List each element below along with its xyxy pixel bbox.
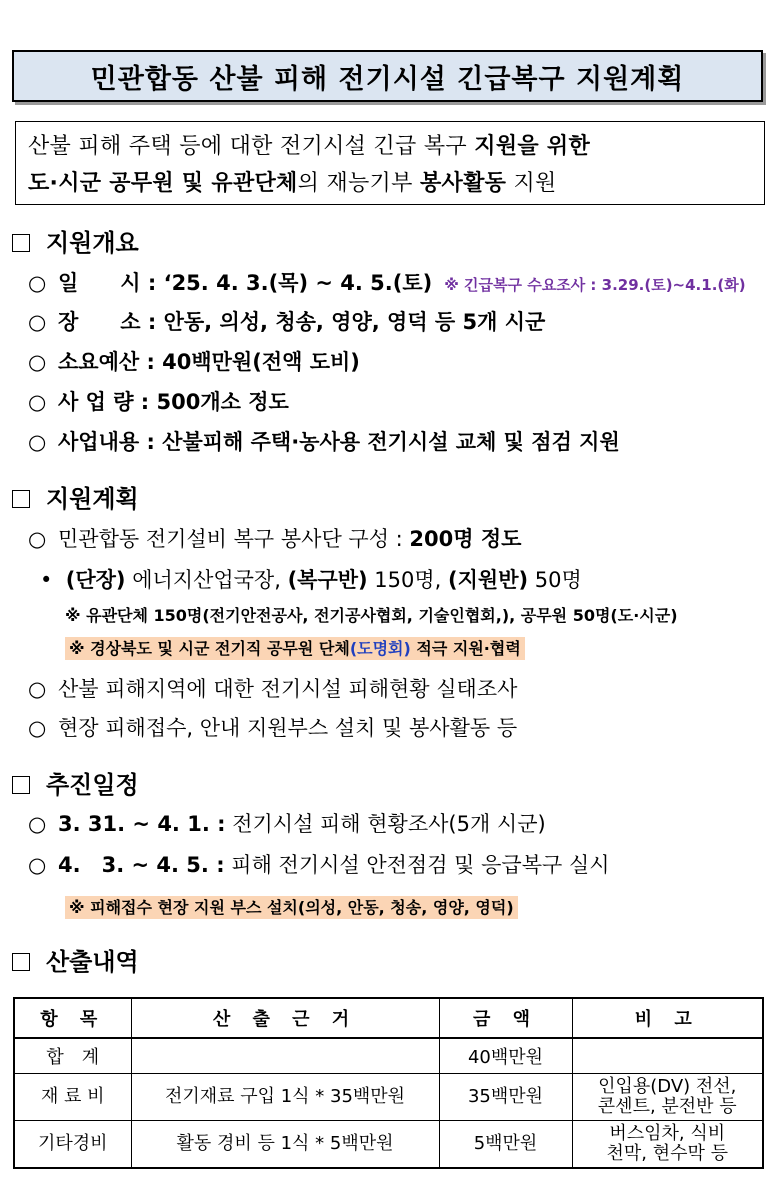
- square-bullet-icon: [12, 490, 30, 508]
- square-bullet-icon: [12, 776, 30, 794]
- value: 산불피해 주택·농사용 전기시설 교체 및 점검 지원: [162, 430, 620, 454]
- square-bullet-icon: [12, 953, 30, 971]
- intro-text: 의 재능기부: [297, 171, 420, 196]
- text: 적극 지원·협력: [410, 639, 521, 658]
- plan-item-2: [28, 672, 517, 706]
- text: 민관합동 전기설비 복구 봉사단 구성 :: [58, 527, 410, 551]
- circle-bullet-icon: ○: [28, 677, 47, 701]
- overview-content: [28, 425, 620, 459]
- cell-basis: 전기재료 구입 1식 * 35백만원: [131, 1074, 439, 1121]
- cell-amount: 5백만원: [439, 1121, 572, 1169]
- intro-line-2: [28, 165, 764, 202]
- plan-note-1: ※ 유관단체 150명(전기안전공사, 전기공사협회, 기술인협회,), 공무원 50명(도·시군): [65, 606, 678, 625]
- label: 사업내용 :: [58, 430, 155, 454]
- section-calc: [12, 945, 139, 979]
- cell-amount: 40백만원: [439, 1038, 572, 1074]
- value: 40백만원(전액 도비): [162, 350, 360, 374]
- text: 산불 피해지역에 대한 전기시설 피해현황 실태조사: [58, 677, 518, 701]
- section-title: 지원개요: [46, 229, 139, 257]
- header-item: 항 목: [14, 998, 131, 1038]
- intro-bold: 지원을 위한: [474, 134, 591, 159]
- plan-note-2: [65, 634, 525, 664]
- section-title: 산출내역: [46, 948, 139, 976]
- overview-volume: [28, 385, 289, 419]
- cell-basis: [131, 1038, 439, 1074]
- label: 소요예산 :: [58, 350, 155, 374]
- survey-note: ※ 긴급복구 수요조사 : 3.29.(토)~4.1.(화): [444, 276, 746, 294]
- text: 50명: [528, 568, 582, 592]
- header-amount: 금 액: [439, 998, 572, 1038]
- cell-remarks: 버스임차, 식비 천막, 현수막 등: [572, 1121, 763, 1169]
- plan-item-3: [28, 711, 517, 745]
- intro-bold: 도·시군 공무원 및 유관단체: [28, 171, 298, 196]
- overview-budget: [28, 345, 360, 379]
- intro-line-1: [28, 128, 764, 165]
- table-header-row: [14, 998, 763, 1038]
- plan-sub-item: [40, 563, 582, 597]
- intro-box: [15, 121, 765, 205]
- highlight: [65, 637, 525, 660]
- section-title: 지원계획: [46, 485, 139, 513]
- bold-text: (지원반): [448, 568, 529, 592]
- table-row: [14, 1074, 763, 1121]
- header-remarks: 비 고: [572, 998, 763, 1038]
- section-title: 추진일정: [46, 771, 139, 799]
- section-plan: [12, 482, 139, 516]
- cell-item: 재 료 비: [14, 1074, 131, 1121]
- header-basis: 산 출 근 거: [131, 998, 439, 1038]
- table-row: [14, 1121, 763, 1169]
- schedule-note: [65, 893, 518, 923]
- text: 150명,: [367, 568, 449, 592]
- cell-basis: 활동 경비 등 1식 * 5백만원: [131, 1121, 439, 1169]
- cell-amount: 35백만원: [439, 1074, 572, 1121]
- cell-item: 합 계: [14, 1038, 131, 1074]
- circle-bullet-icon: ○: [28, 716, 47, 740]
- calc-table: [13, 997, 764, 1169]
- value: 안동, 의성, 청송, 영양, 영덕 등 5개 시군: [163, 310, 546, 334]
- circle-bullet-icon: ○: [28, 390, 47, 414]
- bold-text: 200명 정도: [409, 527, 522, 551]
- overview-place: [28, 305, 545, 339]
- cell-remarks: [572, 1038, 763, 1074]
- intro-bold: 봉사활동: [419, 171, 507, 196]
- cell-item: 기타경비: [14, 1121, 131, 1169]
- circle-bullet-icon: ○: [28, 853, 47, 877]
- plan-item-1: [28, 522, 521, 556]
- page-title: 민관합동 산불 피해 전기시설 긴급복구 지원계획: [12, 50, 763, 102]
- overview-date: [28, 266, 746, 300]
- table-row: [14, 1038, 763, 1074]
- intro-text: 지원: [506, 171, 557, 196]
- cell-remarks: 인입용(DV) 전선, 콘센트, 분전반 등: [572, 1074, 763, 1121]
- date: 4. 3. ~ 4. 5. :: [58, 853, 225, 877]
- date: 3. 31. ~ 4. 1. :: [58, 812, 226, 836]
- label: 사 업 량 :: [58, 390, 150, 414]
- circle-bullet-icon: ○: [28, 812, 47, 836]
- circle-bullet-icon: ○: [28, 271, 47, 295]
- circle-bullet-icon: ○: [28, 310, 47, 334]
- text: ※ 경상북도 및 시군 전기직 공무원 단체: [69, 639, 350, 658]
- blue-text: (도명회): [349, 639, 411, 658]
- section-overview: [12, 226, 139, 260]
- text: 현장 피해접수, 안내 지원부스 설치 및 봉사활동 등: [58, 716, 518, 740]
- label: 장 소 :: [58, 310, 157, 334]
- text: 에너지산업국장,: [125, 568, 288, 592]
- bold-text: (복구반): [287, 568, 368, 592]
- value: ‘25. 4. 3.(목) ~ 4. 5.(토): [163, 271, 433, 295]
- schedule-item-1: [28, 807, 546, 841]
- circle-bullet-icon: ○: [28, 350, 47, 374]
- highlight: ※ 피해접수 현장 지원 부스 설치(의성, 안동, 청송, 영양, 영덕): [65, 896, 518, 919]
- circle-bullet-icon: ○: [28, 430, 47, 454]
- label: 일 시 :: [58, 271, 157, 295]
- text: 전기시설 피해 현황조사(5개 시군): [225, 812, 546, 836]
- circle-bullet-icon: ○: [28, 527, 47, 551]
- bold-text: (단장): [65, 568, 126, 592]
- schedule-item-2: [28, 848, 610, 882]
- text: 피해 전기시설 안전점검 및 응급복구 실시: [224, 853, 610, 877]
- intro-text: 산불 피해 주택 등에 대한 전기시설 긴급 복구: [28, 134, 475, 159]
- value: 500개소 정도: [156, 390, 289, 414]
- dot-bullet-icon: •: [40, 568, 66, 592]
- section-schedule: [12, 768, 139, 802]
- square-bullet-icon: [12, 234, 30, 252]
